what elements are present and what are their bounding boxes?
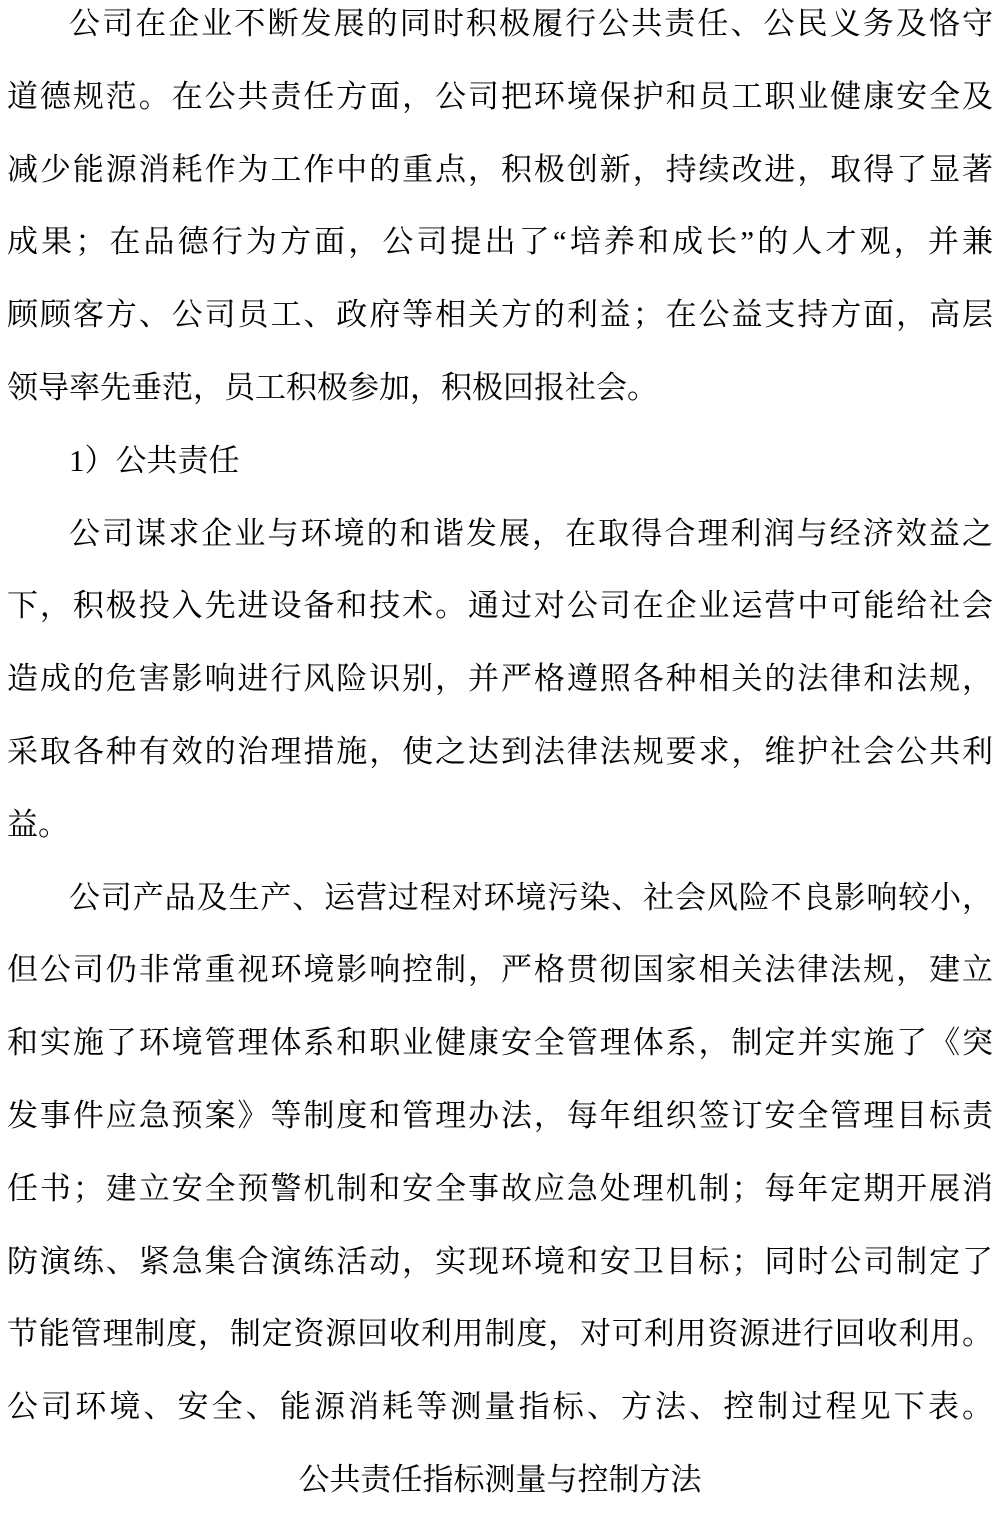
paragraph-line: 公司产品及生产、运营过程对环境污染、社会风险不良影响较小， [69, 879, 993, 915]
paragraph-line: 道德规范。在公共责任方面，公司把环境保护和员工职业健康安全及 [7, 78, 993, 114]
paragraph-line: 益。 [7, 806, 69, 842]
paragraph-line: 和实施了环境管理体系和职业健康安全管理体系，制定并实施了《突 [7, 1025, 993, 1061]
paragraph-line: 但公司仍非常重视环境影响控制，严格贯彻国家相关法律法规，建立 [7, 952, 993, 988]
paragraph-line: 下，积极投入先进设备和技术。通过对公司在企业运营中可能给社会 [7, 588, 993, 624]
paragraph-line: 领导率先垂范，员工积极参加，积极回报社会。 [7, 369, 658, 405]
paragraph-line: 顾顾客方、公司员工、政府等相关方的利益；在公益支持方面，高层 [7, 297, 993, 333]
paragraph-line: 防演练、紧急集合演练活动，实现环境和安卫目标；同时公司制定了 [7, 1243, 993, 1279]
paragraph-line: 造成的危害影响进行风险识别，并严格遵照各种相关的法律和法规， [7, 661, 993, 697]
paragraph-line: 发事件应急预案》等制度和管理办法，每年组织签订安全管理目标责 [7, 1097, 993, 1133]
section-heading: 1）公共责任 [69, 442, 240, 478]
paragraph-line: 公司谋求企业与环境的和谐发展，在取得合理利润与经济效益之 [69, 515, 993, 551]
paragraph-line: 公司环境、安全、能源消耗等测量指标、方法、控制过程见下表。 [7, 1389, 993, 1425]
paragraph-line: 采取各种有效的治理措施，使之达到法律法规要求，维护社会公共利 [7, 733, 993, 769]
paragraph-line: 成果；在品德行为方面，公司提出了“培养和成长”的人才观，并兼 [7, 224, 993, 260]
table-caption: 公共责任指标测量与控制方法 [298, 1461, 702, 1497]
paragraph-line: 节能管理制度，制定资源回收利用制度，对可利用资源进行回收利用。 [7, 1316, 993, 1352]
paragraph-line: 减少能源消耗作为工作中的重点，积极创新，持续改进，取得了显著 [7, 151, 993, 187]
paragraph-line: 公司在企业不断发展的同时积极履行公共责任、公民义务及恪守 [69, 6, 993, 41]
paragraph-line: 任书；建立安全预警机制和安全事故应急处理机制；每年定期开展消 [7, 1170, 993, 1206]
